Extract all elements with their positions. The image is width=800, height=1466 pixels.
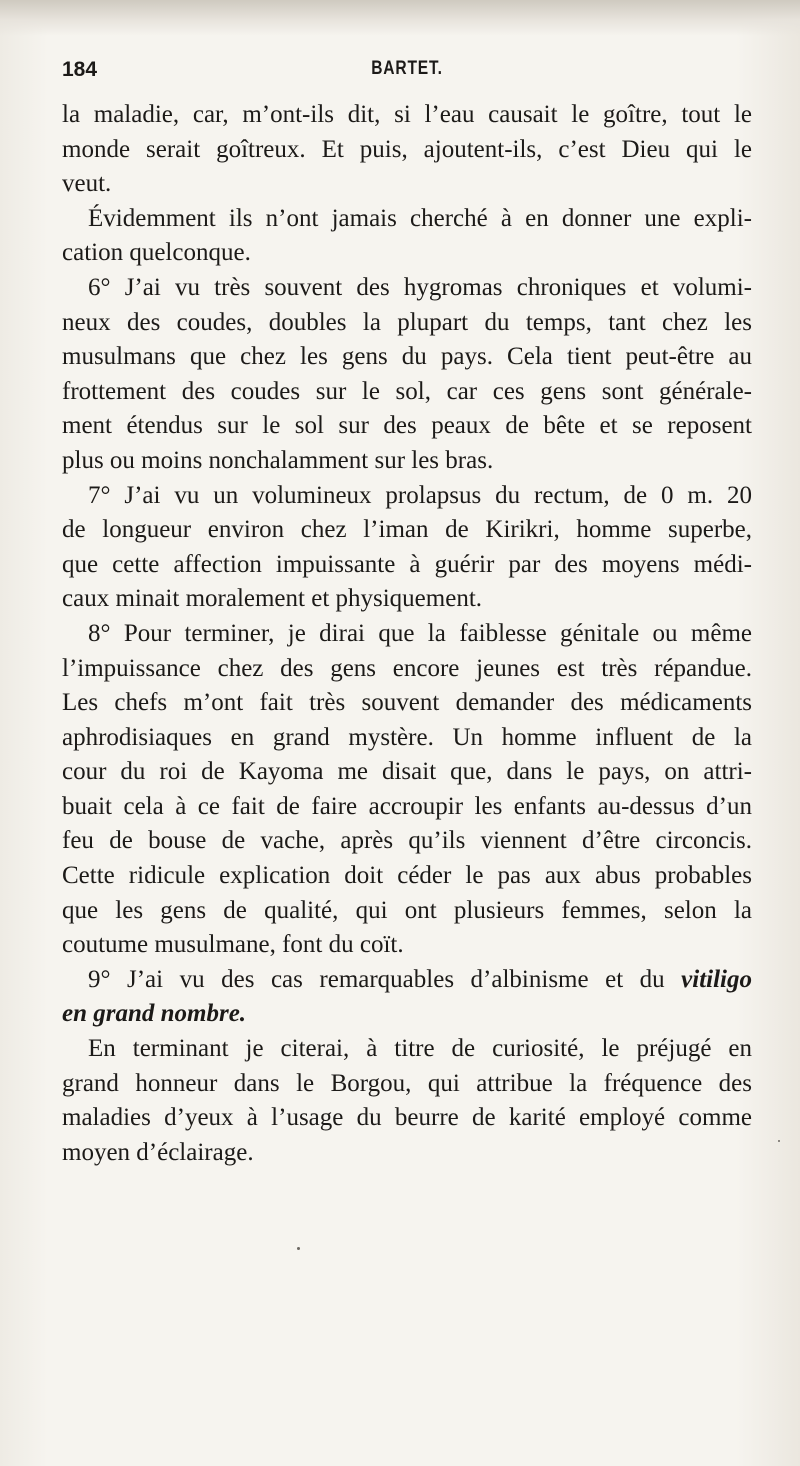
line-text: la maladie, car, m’ont-ils dit, si l’eau causait le goître, tout le bbox=[62, 101, 752, 128]
page-top-shadow bbox=[0, 0, 800, 36]
text-line bbox=[62, 167, 752, 202]
text-line bbox=[62, 790, 752, 825]
line-text: monde serait goîtreux. Et puis, ajoutent-ils, c’est Dieu qui le bbox=[62, 135, 752, 163]
text-line bbox=[62, 444, 752, 479]
line-text: cour du roi de Kayoma me disait que, dans le pays, on attri- bbox=[62, 758, 752, 786]
line-text: maladies d’yeux à l’usage du beurre de karité employé comme bbox=[62, 1104, 752, 1132]
text-line bbox=[62, 1101, 752, 1136]
line-text: Évidemment ils n’ont jamais cherché à en donner une expli- bbox=[88, 204, 752, 232]
line-text: musulmans que chez les gens du pays. Cela tient peut-être au bbox=[62, 343, 752, 371]
body-text bbox=[62, 98, 752, 1170]
text-line bbox=[62, 1032, 752, 1067]
text-line bbox=[62, 686, 752, 721]
line-text: Cette ridicule explication doit céder le pas aux abus probables bbox=[62, 862, 752, 890]
text-line bbox=[62, 306, 752, 341]
paper-speck bbox=[297, 1247, 300, 1250]
text-line bbox=[62, 963, 752, 998]
line-text: En terminant je citerai, à titre de curiosité, le préjugé en bbox=[88, 1035, 752, 1063]
line-text: 7° J’ai vu un volumineux prolapsus du rectum, de 0 m. 20 bbox=[88, 481, 752, 509]
text-line bbox=[62, 894, 752, 929]
text-line bbox=[62, 582, 752, 617]
text-line bbox=[62, 271, 752, 306]
text-line bbox=[62, 617, 752, 652]
paper-speck bbox=[778, 1140, 780, 1142]
italic-text: vitiligo bbox=[681, 965, 752, 993]
line-text: 6° J’ai vu très souvent des hygromas chroniques et volumi- bbox=[88, 273, 752, 301]
text-line bbox=[62, 1067, 752, 1102]
page-number: 184 bbox=[62, 58, 98, 81]
line-text: frottement des coudes sur le sol, car ces gens sont générale- bbox=[62, 377, 752, 405]
line-text: aphrodisiaques en grand mystère. Un homme influent de la bbox=[62, 723, 752, 751]
text-line bbox=[62, 409, 752, 444]
line-text: veut. bbox=[62, 170, 112, 198]
line-text: grand honneur dans le Borgou, qui attribue la fréquence des bbox=[62, 1069, 752, 1097]
running-head: BARTET. bbox=[371, 58, 443, 79]
line-text: que cette affection impuissante à guérir par des moyens médi- bbox=[62, 550, 752, 578]
page-header bbox=[62, 58, 752, 88]
line-text: cation quelconque. bbox=[62, 239, 251, 267]
text-line bbox=[62, 1136, 752, 1171]
line-text: 8° Pour terminer, je dirai que la faiblesse génitale ou même bbox=[88, 619, 752, 647]
line-text: coutume musulmane, font du coït. bbox=[62, 931, 404, 959]
line-text: que les gens de qualité, qui ont plusieurs femmes, selon la bbox=[62, 896, 752, 924]
text-line bbox=[62, 721, 752, 756]
text-line bbox=[62, 755, 752, 790]
text-line bbox=[62, 548, 752, 583]
text-line bbox=[62, 133, 752, 168]
text-line bbox=[62, 859, 752, 894]
text-line bbox=[62, 479, 752, 514]
line-text: caux minait moralement et physiquement. bbox=[62, 585, 483, 613]
line-text: Les chefs m’ont fait très souvent demander des médicaments bbox=[62, 689, 752, 717]
text-line bbox=[62, 236, 752, 271]
line-text: buait cela à ce fait de faire accroupir les enfants au-dessus d’un bbox=[62, 792, 752, 820]
line-text: 9° J’ai vu des cas remarquables d’albinisme et du bbox=[88, 965, 682, 993]
line-text: de longueur environ chez l’iman de Kirikri, homme superbe, bbox=[62, 516, 752, 544]
line-text: feu de bouse de vache, après qu’ils viennent d’être circoncis. bbox=[62, 827, 752, 855]
text-line bbox=[62, 98, 752, 133]
italic-text: en grand nombre. bbox=[62, 1000, 247, 1028]
text-line bbox=[62, 824, 752, 859]
line-text: moyen d’éclairage. bbox=[62, 1138, 254, 1166]
text-line bbox=[62, 513, 752, 548]
text-line bbox=[62, 375, 752, 410]
text-line bbox=[62, 202, 752, 237]
text-line bbox=[62, 652, 752, 687]
line-text: ment étendus sur le sol sur des peaux de bête et se reposent bbox=[62, 412, 752, 440]
line-text: plus ou moins nonchalamment sur les bras. bbox=[62, 446, 494, 474]
line-text: neux des coudes, doubles la plupart du temps, tant chez les bbox=[62, 308, 752, 336]
text-line bbox=[62, 997, 752, 1032]
line-text: l’impuissance chez des gens encore jeunes est très répandue. bbox=[62, 654, 752, 682]
text-line bbox=[62, 928, 752, 963]
text-line bbox=[62, 340, 752, 375]
